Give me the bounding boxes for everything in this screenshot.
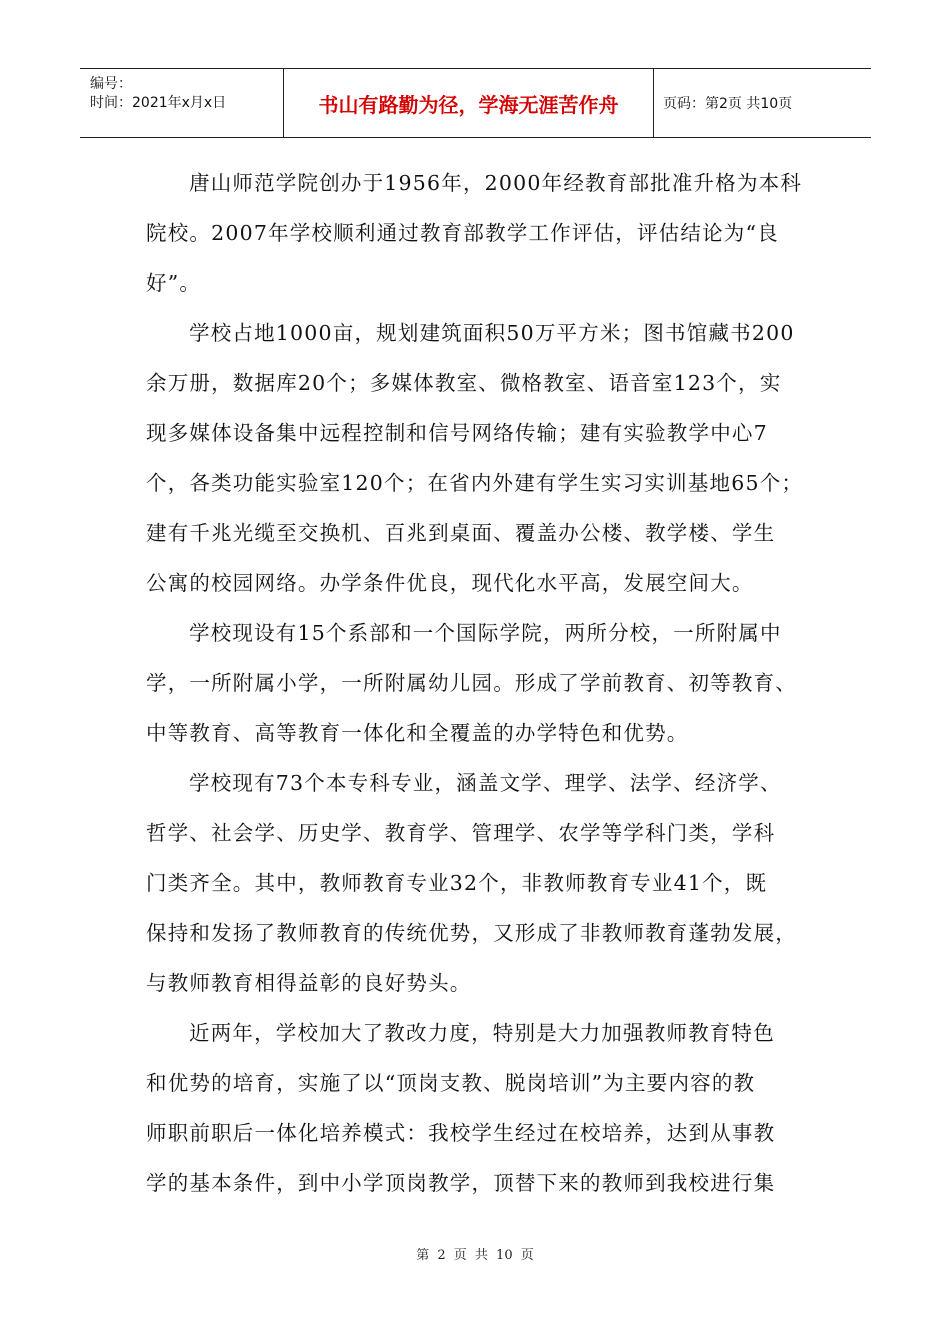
text-line: 建有千兆光缆至交换机、百兆到桌面、覆盖办公楼、教学楼、学生 [146, 521, 776, 545]
text-line: 学的基本条件，到中小学顶岗教学，顶替下来的教师到我校进行集 [146, 1171, 776, 1195]
text-line: 余万册，数据库20个；多媒体教室、微格教室、语音室123个，实 [146, 371, 782, 395]
text-line: 中等教育、高等教育一体化和全覆盖的办学特色和优势。 [146, 721, 689, 745]
document-number-label: 编号： [90, 76, 132, 92]
text-line: 学校占地1000亩，规划建筑面积50万平方米；图书馆藏书200 [189, 321, 795, 345]
header-page-info: 页码：第2页 共10页 [663, 96, 793, 112]
text-line: 和优势的培育，实施了以“顶岗支教、脱岗培训”为主要内容的教 [146, 1071, 756, 1095]
document-header [80, 68, 871, 138]
text-line: 与教师教育相得益彰的良好势头。 [146, 971, 472, 995]
paragraph [146, 608, 808, 758]
text-line: 院校。2007年学校顺利通过教育部教学工作评估，评估结论为“良 [146, 221, 779, 245]
header-meta [80, 69, 282, 137]
text-line: 好”。 [146, 271, 202, 295]
text-line: 近两年，学校加大了教改力度，特别是大力加强教师教育特色 [189, 1021, 775, 1045]
header-divider [653, 69, 654, 137]
document-body [146, 158, 808, 1208]
document-date: 时间：2021年x月x日 [90, 95, 227, 111]
header-motto: 书山有路勤为径，学海无涯苦作舟 [318, 92, 619, 117]
text-line: 门类齐全。其中，教师教育专业32个，非教师教育专业41个，既 [146, 871, 768, 895]
paragraph [146, 158, 808, 308]
page-footer: 第 2 页 共 10 页 [416, 1248, 534, 1263]
text-line: 保持和发扬了教师教育的传统优势，又形成了非教师教育蓬勃发展， [146, 921, 797, 945]
paragraph [146, 1008, 808, 1208]
paragraph [146, 758, 808, 1008]
text-line: 公寓的校园网络。办学条件优良，现代化水平高，发展空间大。 [146, 571, 754, 595]
paragraph [146, 308, 808, 608]
text-line: 学校现设有15个系部和一个国际学院，两所分校，一所附属中 [189, 621, 782, 645]
text-line: 学校现有73个本专科专业，涵盖文学、理学、法学、经济学、 [189, 771, 782, 795]
text-line: 师职前职后一体化培养模式：我校学生经过在校培养，达到从事教 [146, 1121, 776, 1145]
text-line: 个，各类功能实验室120个；在省内外建有学生实习实训基地65个； [146, 471, 804, 495]
text-line: 唐山师范学院创办于1956年，2000年经教育部批准升格为本科 [189, 171, 803, 195]
text-line: 现多媒体设备集中远程控制和信号网络传输；建有实验教学中心7 [146, 421, 768, 445]
text-line: 学，一所附属小学，一所附属幼儿园。形成了学前教育、初等教育、 [146, 671, 797, 695]
text-line: 哲学、社会学、历史学、教育学、管理学、农学等学科门类，学科 [146, 821, 776, 845]
